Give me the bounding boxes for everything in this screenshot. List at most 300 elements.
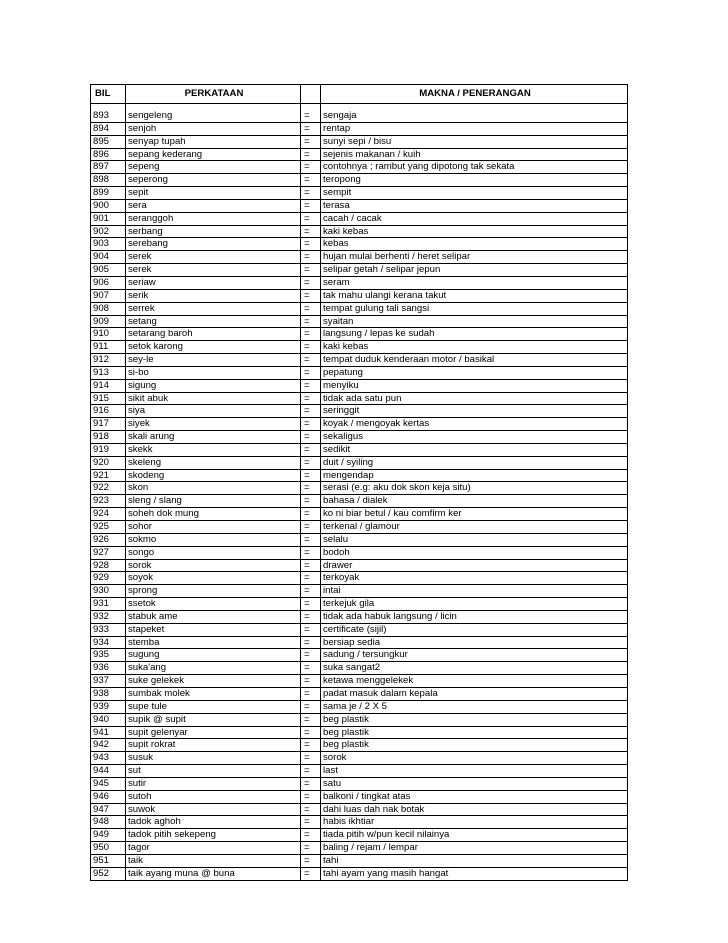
row-meaning: terkejuk gila (321, 598, 628, 611)
row-number: 908 (91, 302, 126, 315)
row-word: seriaw (126, 276, 301, 289)
row-meaning: ko ni biar betul / kau comfirm ker (321, 508, 628, 521)
table-row (91, 366, 628, 379)
table-row (91, 328, 628, 341)
table-row (91, 187, 628, 200)
table-row (91, 829, 628, 842)
table-row (91, 816, 628, 829)
row-number: 917 (91, 418, 126, 431)
row-meaning: rentap (321, 122, 628, 135)
row-meaning: bersiap sedia (321, 636, 628, 649)
row-meaning: bahasa / dialek (321, 495, 628, 508)
row-number: 945 (91, 777, 126, 790)
row-equals: = (301, 328, 321, 341)
row-word: skon (126, 482, 301, 495)
row-word: siya (126, 405, 301, 418)
row-meaning: sama je / 2 X 5 (321, 700, 628, 713)
row-equals: = (301, 867, 321, 880)
row-number: 915 (91, 392, 126, 405)
row-number: 952 (91, 867, 126, 880)
row-equals: = (301, 790, 321, 803)
row-equals: = (301, 469, 321, 482)
row-word: stabuk ame (126, 610, 301, 623)
row-equals: = (301, 521, 321, 534)
row-number: 912 (91, 354, 126, 367)
table-row (91, 508, 628, 521)
table-row (91, 122, 628, 135)
row-word: sepang kederang (126, 148, 301, 161)
table-row (91, 238, 628, 251)
row-word: sengeleng (126, 110, 301, 122)
row-equals: = (301, 187, 321, 200)
row-word: tadok pitih sekepeng (126, 829, 301, 842)
row-word: si-bo (126, 366, 301, 379)
row-equals: = (301, 700, 321, 713)
table-row (91, 765, 628, 778)
row-meaning: terkenal / glamour (321, 521, 628, 534)
row-word: serrek (126, 302, 301, 315)
row-number: 916 (91, 405, 126, 418)
row-equals: = (301, 765, 321, 778)
glossary-table (90, 84, 628, 881)
row-meaning: kaki kebas (321, 341, 628, 354)
header-perkataan: PERKATAAN (126, 85, 301, 104)
table-row (91, 289, 628, 302)
row-equals: = (301, 585, 321, 598)
row-meaning: sejenis makanan / kuih (321, 148, 628, 161)
table-row (91, 251, 628, 264)
row-number: 927 (91, 546, 126, 559)
row-number: 910 (91, 328, 126, 341)
row-word: tagor (126, 842, 301, 855)
row-number: 925 (91, 521, 126, 534)
row-number: 899 (91, 187, 126, 200)
row-number: 933 (91, 623, 126, 636)
row-equals: = (301, 636, 321, 649)
row-word: serek (126, 251, 301, 264)
table-row (91, 559, 628, 572)
row-meaning: cacah / cacak (321, 212, 628, 225)
row-number: 911 (91, 341, 126, 354)
row-meaning: kebas (321, 238, 628, 251)
table-row (91, 161, 628, 174)
table-row (91, 572, 628, 585)
row-word: serbang (126, 225, 301, 238)
row-meaning: syaitan (321, 315, 628, 328)
row-word: ssetok (126, 598, 301, 611)
row-word: sleng / slang (126, 495, 301, 508)
row-meaning: bodoh (321, 546, 628, 559)
row-meaning: sempit (321, 187, 628, 200)
row-number: 928 (91, 559, 126, 572)
row-number: 941 (91, 726, 126, 739)
row-meaning: sengaja (321, 110, 628, 122)
table-row (91, 443, 628, 456)
row-number: 903 (91, 238, 126, 251)
row-meaning: terasa (321, 199, 628, 212)
table-row (91, 354, 628, 367)
row-equals: = (301, 289, 321, 302)
row-meaning: sedikit (321, 443, 628, 456)
row-meaning: langsung / lepas ke sudah (321, 328, 628, 341)
table-row (91, 302, 628, 315)
row-equals: = (301, 559, 321, 572)
row-word: sey-le (126, 354, 301, 367)
row-meaning: selipar getah / selipar jepun (321, 264, 628, 277)
row-equals: = (301, 829, 321, 842)
row-number: 948 (91, 816, 126, 829)
row-equals: = (301, 341, 321, 354)
row-number: 900 (91, 199, 126, 212)
table-row (91, 790, 628, 803)
row-meaning: duit / syiling (321, 456, 628, 469)
row-meaning: seringgit (321, 405, 628, 418)
row-word: taik ayang muna @ buna (126, 867, 301, 880)
row-meaning: tempat gulung tali sangsi (321, 302, 628, 315)
row-word: sikit abuk (126, 392, 301, 405)
row-number: 932 (91, 610, 126, 623)
row-word: soyok (126, 572, 301, 585)
row-number: 905 (91, 264, 126, 277)
row-meaning: tidak ada satu pun (321, 392, 628, 405)
row-meaning: tahi ayam yang masih hangat (321, 867, 628, 880)
row-word: sumbak molek (126, 687, 301, 700)
table-row (91, 687, 628, 700)
row-number: 919 (91, 443, 126, 456)
row-meaning: last (321, 765, 628, 778)
header-row (91, 85, 628, 104)
row-meaning: sorok (321, 752, 628, 765)
row-meaning: tidak ada habuk langsung / licin (321, 610, 628, 623)
table-row (91, 199, 628, 212)
header-makna: MAKNA / PENERANGAN (321, 85, 628, 104)
row-equals: = (301, 610, 321, 623)
table-row (91, 623, 628, 636)
row-meaning: ketawa menggelekek (321, 675, 628, 688)
row-word: supit rokrat (126, 739, 301, 752)
row-meaning: pepatung (321, 366, 628, 379)
row-word: stemba (126, 636, 301, 649)
row-meaning: padat masuk dalam kepala (321, 687, 628, 700)
row-meaning: drawer (321, 559, 628, 572)
row-equals: = (301, 366, 321, 379)
table-row (91, 585, 628, 598)
table-row (91, 867, 628, 880)
row-equals: = (301, 598, 321, 611)
row-number: 897 (91, 161, 126, 174)
row-meaning: satu (321, 777, 628, 790)
row-equals: = (301, 687, 321, 700)
row-meaning: serasi (e.g: aku dok skon keja situ) (321, 482, 628, 495)
row-word: supik @ supit (126, 713, 301, 726)
table-row (91, 392, 628, 405)
table-row (91, 212, 628, 225)
table-row (91, 700, 628, 713)
row-number: 918 (91, 431, 126, 444)
table-row (91, 662, 628, 675)
header-bil: BIL (91, 85, 126, 104)
row-word: sprong (126, 585, 301, 598)
row-word: suka'ang (126, 662, 301, 675)
row-number: 951 (91, 854, 126, 867)
row-number: 909 (91, 315, 126, 328)
row-meaning: sekaligus (321, 431, 628, 444)
row-equals: = (301, 533, 321, 546)
row-word: taik (126, 854, 301, 867)
table-row (91, 431, 628, 444)
table-row (91, 713, 628, 726)
row-meaning: teropong (321, 174, 628, 187)
row-number: 938 (91, 687, 126, 700)
row-equals: = (301, 443, 321, 456)
row-number: 944 (91, 765, 126, 778)
row-word: soheh dok mung (126, 508, 301, 521)
row-word: supe tule (126, 700, 301, 713)
row-equals: = (301, 135, 321, 148)
row-number: 913 (91, 366, 126, 379)
row-meaning: suka sangat2 (321, 662, 628, 675)
row-equals: = (301, 726, 321, 739)
table-row (91, 675, 628, 688)
row-number: 907 (91, 289, 126, 302)
row-word: skali arung (126, 431, 301, 444)
table-row (91, 110, 628, 122)
table-row (91, 379, 628, 392)
row-word: senyap tupah (126, 135, 301, 148)
row-equals: = (301, 482, 321, 495)
row-meaning: certificate (sijil) (321, 623, 628, 636)
row-equals: = (301, 405, 321, 418)
row-word: sutir (126, 777, 301, 790)
row-number: 946 (91, 790, 126, 803)
row-number: 930 (91, 585, 126, 598)
row-number: 895 (91, 135, 126, 148)
table-row (91, 521, 628, 534)
row-equals: = (301, 752, 321, 765)
row-equals: = (301, 212, 321, 225)
row-equals: = (301, 264, 321, 277)
row-number: 922 (91, 482, 126, 495)
row-word: serebang (126, 238, 301, 251)
row-word: setang (126, 315, 301, 328)
row-equals: = (301, 572, 321, 585)
row-word: serik (126, 289, 301, 302)
row-number: 931 (91, 598, 126, 611)
row-word: siyek (126, 418, 301, 431)
table-row (91, 276, 628, 289)
row-equals: = (301, 623, 321, 636)
row-word: seranggoh (126, 212, 301, 225)
row-word: sutoh (126, 790, 301, 803)
header-equals-blank (301, 85, 321, 104)
row-equals: = (301, 110, 321, 122)
table-row (91, 842, 628, 855)
row-word: supit gelenyar (126, 726, 301, 739)
row-meaning: seram (321, 276, 628, 289)
row-number: 943 (91, 752, 126, 765)
row-number: 904 (91, 251, 126, 264)
row-number: 923 (91, 495, 126, 508)
row-number: 936 (91, 662, 126, 675)
row-number: 947 (91, 803, 126, 816)
row-word: stapeket (126, 623, 301, 636)
row-meaning: intai (321, 585, 628, 598)
table-row (91, 533, 628, 546)
row-equals: = (301, 302, 321, 315)
row-meaning: beg plastik (321, 739, 628, 752)
table-row (91, 803, 628, 816)
row-equals: = (301, 354, 321, 367)
row-number: 914 (91, 379, 126, 392)
row-meaning: sadung / tersungkur (321, 649, 628, 662)
row-word: sorok (126, 559, 301, 572)
row-equals: = (301, 546, 321, 559)
row-number: 935 (91, 649, 126, 662)
row-meaning: hujan mulai berhenti / heret selipar (321, 251, 628, 264)
row-word: setarang baroh (126, 328, 301, 341)
row-word: sepit (126, 187, 301, 200)
row-equals: = (301, 315, 321, 328)
table-row (91, 546, 628, 559)
row-number: 894 (91, 122, 126, 135)
row-number: 926 (91, 533, 126, 546)
row-meaning: terkoyak (321, 572, 628, 585)
row-equals: = (301, 495, 321, 508)
row-equals: = (301, 276, 321, 289)
row-equals: = (301, 803, 321, 816)
row-equals: = (301, 649, 321, 662)
row-word: senjoh (126, 122, 301, 135)
table-row (91, 135, 628, 148)
table-row (91, 469, 628, 482)
row-meaning: tiada pitih w/pun kecil nilainya (321, 829, 628, 842)
row-number: 906 (91, 276, 126, 289)
row-meaning: dahi luas dah nak botak (321, 803, 628, 816)
row-number: 929 (91, 572, 126, 585)
row-meaning: contohnya ; rambut yang dipotong tak sekata (321, 161, 628, 174)
table-row (91, 482, 628, 495)
table-row (91, 456, 628, 469)
row-word: seperong (126, 174, 301, 187)
row-meaning: tempat duduk kenderaan motor / basikal (321, 354, 628, 367)
row-meaning: tahi (321, 854, 628, 867)
table-row (91, 777, 628, 790)
table-row (91, 418, 628, 431)
row-word: sokmo (126, 533, 301, 546)
table-row (91, 726, 628, 739)
table-row (91, 598, 628, 611)
row-number: 901 (91, 212, 126, 225)
table-row (91, 405, 628, 418)
row-word: sut (126, 765, 301, 778)
row-word: sera (126, 199, 301, 212)
row-number: 898 (91, 174, 126, 187)
row-number: 939 (91, 700, 126, 713)
row-equals: = (301, 251, 321, 264)
row-equals: = (301, 675, 321, 688)
row-equals: = (301, 174, 321, 187)
row-word: skekk (126, 443, 301, 456)
row-equals: = (301, 508, 321, 521)
row-equals: = (301, 225, 321, 238)
row-word: tadok aghoh (126, 816, 301, 829)
row-equals: = (301, 148, 321, 161)
row-equals: = (301, 199, 321, 212)
row-equals: = (301, 456, 321, 469)
row-meaning: beg plastik (321, 713, 628, 726)
row-equals: = (301, 238, 321, 251)
row-word: sepeng (126, 161, 301, 174)
row-number: 924 (91, 508, 126, 521)
row-number: 896 (91, 148, 126, 161)
row-meaning: sunyi sepi / bisu (321, 135, 628, 148)
table-row (91, 174, 628, 187)
row-word: suwok (126, 803, 301, 816)
row-word: susuk (126, 752, 301, 765)
table-row (91, 739, 628, 752)
row-meaning: kaki kebas (321, 225, 628, 238)
row-equals: = (301, 662, 321, 675)
row-number: 940 (91, 713, 126, 726)
row-meaning: mengendap (321, 469, 628, 482)
row-meaning: habis ikhtiar (321, 816, 628, 829)
row-equals: = (301, 816, 321, 829)
row-meaning: baling / rejam / lempar (321, 842, 628, 855)
row-equals: = (301, 379, 321, 392)
table-row (91, 148, 628, 161)
row-word: skodeng (126, 469, 301, 482)
row-word: sohor (126, 521, 301, 534)
row-word: sugung (126, 649, 301, 662)
row-number: 942 (91, 739, 126, 752)
table-row (91, 636, 628, 649)
row-meaning: beg plastik (321, 726, 628, 739)
row-number: 950 (91, 842, 126, 855)
row-word: songo (126, 546, 301, 559)
table-row (91, 854, 628, 867)
row-word: suke gelekek (126, 675, 301, 688)
table-row (91, 264, 628, 277)
row-meaning: tak mahu ulangi kerana takut (321, 289, 628, 302)
row-equals: = (301, 842, 321, 855)
row-equals: = (301, 739, 321, 752)
row-word: serek (126, 264, 301, 277)
row-equals: = (301, 418, 321, 431)
row-equals: = (301, 431, 321, 444)
row-number: 934 (91, 636, 126, 649)
row-number: 920 (91, 456, 126, 469)
row-equals: = (301, 161, 321, 174)
row-number: 937 (91, 675, 126, 688)
row-equals: = (301, 392, 321, 405)
row-equals: = (301, 854, 321, 867)
row-number: 902 (91, 225, 126, 238)
table-body (91, 110, 628, 880)
row-equals: = (301, 122, 321, 135)
row-word: sigung (126, 379, 301, 392)
table-header (91, 85, 628, 104)
row-meaning: balkoni / tingkat atas (321, 790, 628, 803)
row-word: skeleng (126, 456, 301, 469)
row-meaning: selalu (321, 533, 628, 546)
table-row (91, 610, 628, 623)
row-number: 921 (91, 469, 126, 482)
row-number: 949 (91, 829, 126, 842)
table-row (91, 225, 628, 238)
row-meaning: koyak / mengoyak kertas (321, 418, 628, 431)
row-meaning: menyiku (321, 379, 628, 392)
table-row (91, 495, 628, 508)
